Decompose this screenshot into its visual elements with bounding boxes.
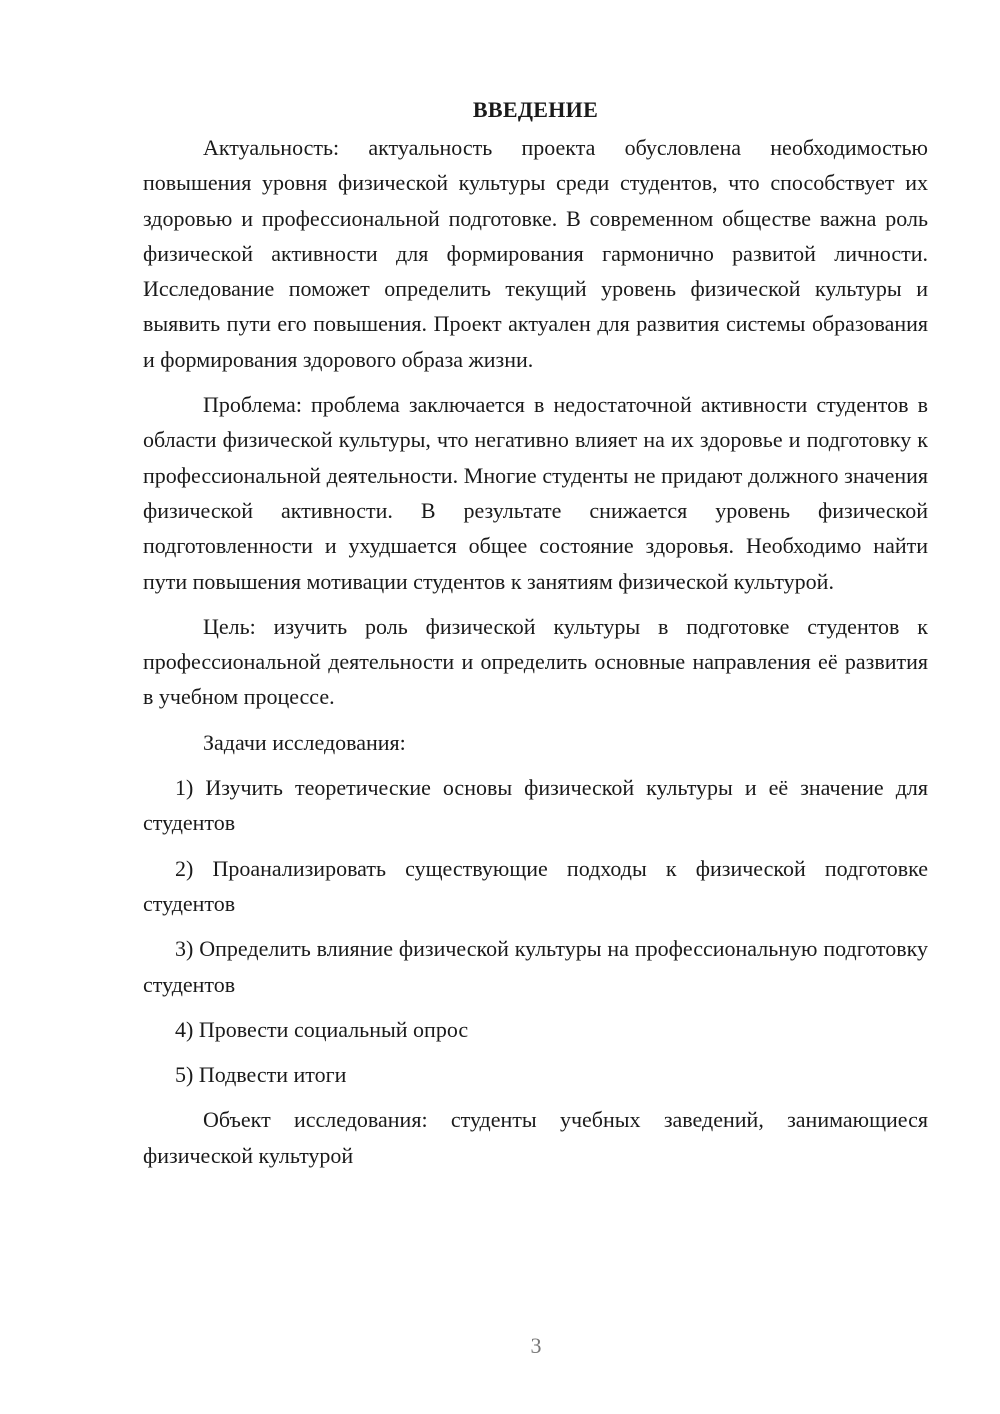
task-item: 2) Проанализировать существующие подходы к физической подготовке студентов bbox=[143, 855, 928, 916]
task-item: 1) Изучить теоретические основы физической культуры и её значение для студентов bbox=[143, 775, 928, 836]
goal-paragraph: Цель: изучить роль физической культуры в подготовке студентов к профессиональной деятельности и определить основные направления её развития в учебном процессе. bbox=[143, 613, 928, 710]
task-item: 3) Определить влияние физической культуры на профессиональную подготовку студентов bbox=[143, 936, 928, 997]
relevance-paragraph: Актуальность: актуальность проекта обусловлена необходимостью повышения уровня физической культуры среди студентов, что способствует их здоровью и профессиональной подготовке. В современном обществе важна роль физической активности для формирования гармонично развитой личности. Исследование поможет определить текущий уровень физической культуры и выявить пути его повышения. Проект актуален для развития системы образования и формирования здорового образа жизни. bbox=[143, 135, 928, 372]
section-heading: ВВЕДЕНИЕ bbox=[472, 97, 599, 122]
object-paragraph: Объект исследования: студенты учебных заведений, занимающиеся физической культурой bbox=[143, 1107, 928, 1168]
task-item: 4) Провести социальный опрос bbox=[175, 1016, 469, 1042]
tasks-heading: Задачи исследования: bbox=[203, 729, 406, 755]
page-content bbox=[143, 92, 928, 1183]
problem-paragraph: Проблема: проблема заключается в недостаточной активности студентов в области физической культуры, что негативно влияет на их здоровье и подготовку к профессиональной деятельности. Многие студенты не придают должного значения физической активности. В результате снижается уровень физической подготовленности и ухудшается общее состояние здоровья. Необходимо найти пути повышения мотивации студентов к занятиям физической культурой. bbox=[143, 392, 928, 594]
task-item: 5) Подвести итоги bbox=[175, 1062, 347, 1088]
page-number: 3 bbox=[530, 1333, 542, 1358]
